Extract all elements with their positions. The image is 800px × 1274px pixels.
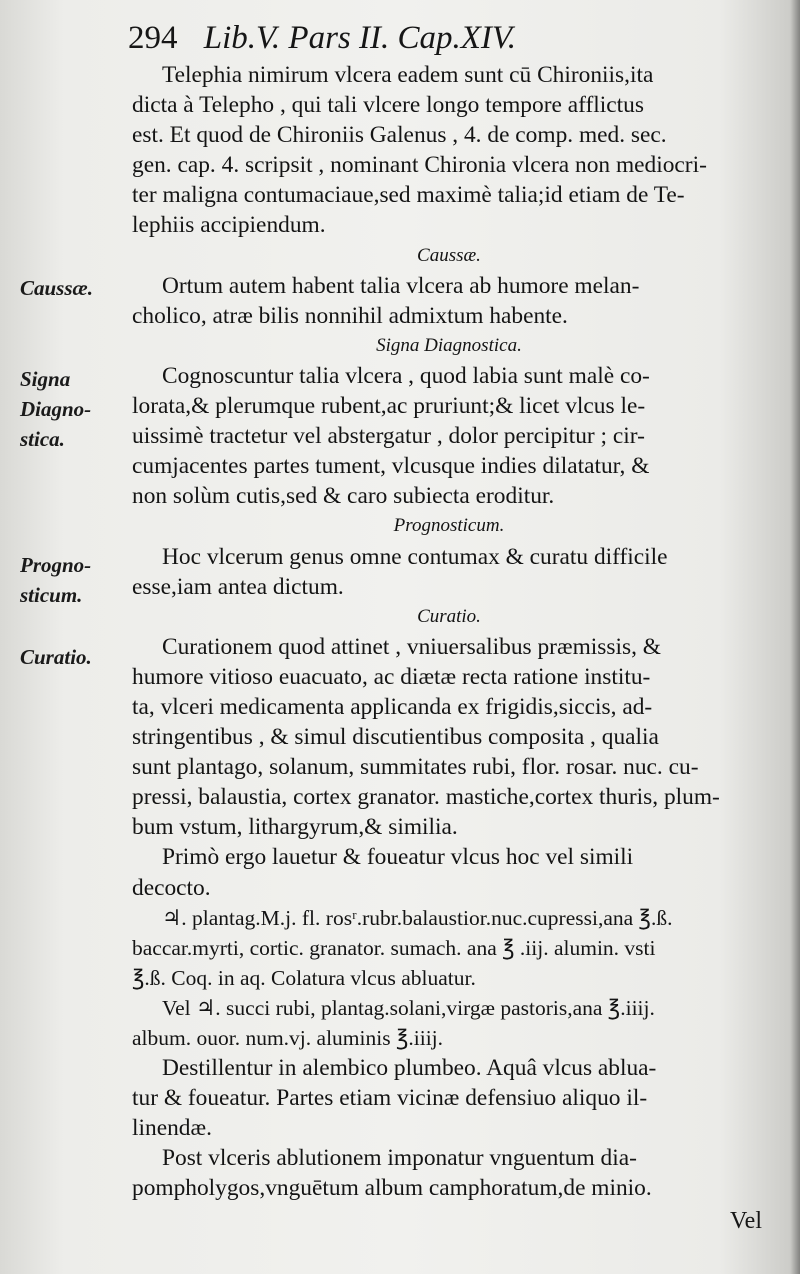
margin-note-curatio: Curatio. bbox=[20, 645, 92, 669]
text-line: Ortum autem habent talia vlcera ab humore melan- bbox=[162, 272, 640, 299]
text-line: cumjacentes partes tument, vlcusque indies dilatatur, & bbox=[132, 453, 650, 480]
text-line: Primò ergo lauetur & foueatur vlcus hoc vel simili bbox=[162, 844, 634, 871]
text-line: sunt plantago, solanum, summitates rubi, flor. rosar. nuc. cu- bbox=[132, 754, 699, 781]
body-text bbox=[132, 60, 766, 1204]
margin-note-prognosticum: Progno-sticum. bbox=[20, 553, 92, 607]
text-line: ♃. plantag.M.j. fl. rosʳ.rubr.balaustior.nuc.cupressi,ana ℥.ß. bbox=[162, 905, 673, 930]
text-line: gen. cap. 4. scripsit , nominant Chironia vlcera non mediocri- bbox=[132, 152, 707, 179]
text-line: est. Et quod de Chironiis Galenus , 4. de comp. med. sec. bbox=[132, 122, 667, 149]
text-line: Vel ♃. succi rubi, plantag.solani,virgæ pastoris,ana ℥.iiij. bbox=[162, 995, 655, 1020]
text-line: ℥.ß. Coq. in aq. Colatura vlcus abluatur. bbox=[132, 965, 476, 990]
text-line: Cognoscuntur talia vlcera , quod labia sunt malè co- bbox=[162, 362, 650, 389]
text-line: cholico, atræ bilis nonnihil admixtum habente. bbox=[132, 302, 568, 329]
text-line: humore vitioso euacuato, ac diætæ recta ratione institu- bbox=[132, 663, 651, 690]
page-edge-shadow bbox=[790, 0, 800, 1274]
text-line: pompholygos,vnguētum album camphoratum,de minio. bbox=[132, 1175, 652, 1202]
text-line: Destillentur in alembico plumbeo. Aquâ vlcus ablua- bbox=[162, 1055, 657, 1082]
margin-note-caussae: Caussæ. bbox=[20, 276, 93, 300]
text-line: tur & foueatur. Partes etiam vicinæ defensiuo aliquo il- bbox=[132, 1085, 648, 1112]
text-line: Telephia nimirum vlcera eadem sunt cū Chironiis,ita bbox=[162, 62, 654, 88]
catchword: Vel bbox=[730, 1208, 762, 1234]
text-line: esse,iam antea dictum. bbox=[132, 573, 344, 600]
running-title: Lib.V. Pars II. Cap.XIV. bbox=[203, 20, 517, 56]
section-heading: Signa Diagnostica. bbox=[376, 334, 522, 356]
text-line: decocto. bbox=[132, 874, 211, 901]
text-line: bum vstum, lithargyrum,& similia. bbox=[132, 814, 458, 841]
text-line: album. ouor. num.vj. aluminis ℥.iiij. bbox=[132, 1026, 444, 1050]
text-line: linendæ. bbox=[132, 1115, 212, 1142]
text-line: Curationem quod attinet , vniuersalibus præmissis, & bbox=[162, 633, 661, 660]
page-header bbox=[128, 18, 516, 58]
text-line: lephiis accipiendum. bbox=[132, 212, 326, 239]
text-line: baccar.myrti, cortic. granator. sumach. ana ℥ .iij. alumin. vsti bbox=[132, 935, 656, 960]
text-line: Hoc vlcerum genus omne contumax & curatu difficile bbox=[162, 543, 668, 570]
text-line: dicta à Telepho , qui tali vlcere longo tempore afflictus bbox=[132, 92, 644, 119]
margin-note-signa-diagnostica: Signa Diagno-stica. bbox=[20, 367, 92, 451]
text-line: lorata,& plerumque rubent,ac pruriunt;& licet vlcus le- bbox=[132, 393, 646, 420]
section-heading: Prognosticum. bbox=[393, 515, 505, 537]
section-heading: Caussæ. bbox=[417, 244, 481, 266]
text-line: ta, vlceri medicamenta applicanda ex frigidis,siccis, ad- bbox=[132, 693, 653, 720]
text-line: stringentibus , & simul discutientibus composita , qualia bbox=[132, 724, 659, 751]
text-line: Post vlceris ablutionem imponatur vnguentum dia- bbox=[162, 1145, 637, 1172]
text-line: ter maligna contumaciaue,sed maximè talia;id etiam de Te- bbox=[132, 182, 685, 209]
text-line: pressi, balaustia, cortex granator. mastiche,cortex thuris, plum- bbox=[132, 784, 720, 811]
page-number: 294 bbox=[128, 20, 178, 56]
text-line: non solùm cutis,sed & caro subiecta eroditur. bbox=[132, 483, 555, 510]
section-heading: Curatio. bbox=[417, 605, 481, 627]
text-line: uissimè tractetur vel abstergatur , dolor percipitur ; cir- bbox=[132, 423, 645, 450]
